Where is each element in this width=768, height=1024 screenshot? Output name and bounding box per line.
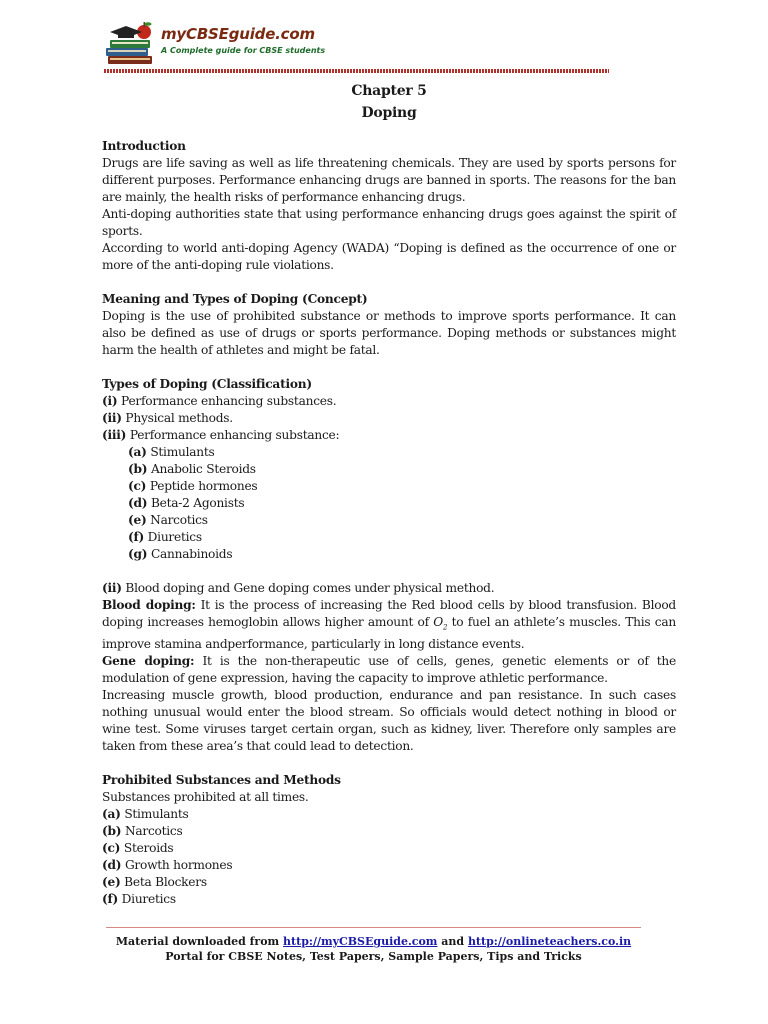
list-item (102, 410, 676, 427)
sub-list-item (102, 529, 676, 546)
list-marker: (d) (128, 496, 148, 510)
mycbseguide-logo[interactable] (104, 18, 404, 68)
blood-doping-label: Blood doping: (102, 598, 196, 612)
list-marker: (a) (102, 807, 121, 822)
list-marker: (b) (102, 824, 122, 839)
introduction-heading: Introduction (102, 139, 186, 153)
list-item (102, 393, 676, 410)
list-text: Cannabinoids (150, 547, 233, 561)
introduction-paragraph: Drugs are life saving as well as life threatening chemicals. They are used by sports persons for different purposes. Performance enhancing drugs are banned in sports. The reasons for the ban are mainly, the health risks of performance enhancing drugs. (102, 156, 676, 204)
list-marker: (f) (128, 530, 145, 544)
footer-prefix: Material downloaded from (115, 935, 284, 948)
list-text: Physical methods. (125, 411, 233, 425)
blood-doping-text-continued: to fuel an athlete’s muscles. This can improve stamina andperformance, particularly in long distance events. (102, 615, 676, 652)
list-marker: (f) (102, 892, 119, 907)
meaning-heading: Meaning and Types of Doping (Concept) (102, 292, 368, 306)
list-text: Performance enhancing substances. (121, 394, 337, 408)
gene-doping-label: Gene doping: (102, 654, 195, 669)
meaning-paragraph: Doping is the use of prohibited substance or methods to improve sports performance. It can also be defined as use of drugs or sports performance. Doping methods or substances might harm the health of athletes and might be fatal. (102, 309, 676, 357)
list-marker: (a) (128, 445, 147, 459)
list-item (102, 823, 676, 840)
list-text: Performance enhancing substance: (129, 428, 340, 442)
physical-intro (102, 580, 676, 597)
list-item (102, 840, 676, 857)
brand-prefix: my (161, 25, 187, 43)
sub-list-item (102, 444, 676, 461)
list-marker: (ii) (102, 411, 122, 425)
list-text: Stimulants (124, 807, 189, 822)
list-item (102, 857, 676, 874)
page-footer (106, 927, 641, 964)
mycbseguide-link[interactable]: http://myCBSEguide.com (283, 935, 438, 948)
list-text: Narcotics (124, 824, 183, 839)
chapter-title: Doping (361, 105, 417, 121)
footer-portal-line: Portal for CBSE Notes, Test Papers, Sample Papers, Tips and Tricks (165, 950, 582, 963)
list-text: Beta Blockers (124, 875, 207, 890)
list-marker: (c) (128, 479, 147, 493)
list-marker: (e) (128, 513, 147, 527)
gene-doping-text: It is the non-therapeutic use of cells, genes, genetic elements or of the modulation of gene expression, having the capacity to improve athletic performance. (102, 654, 676, 686)
list-text: Beta-2 Agonists (150, 496, 245, 510)
list-item (102, 427, 676, 444)
brand-suffix: guide.com (228, 25, 315, 43)
list-marker: (c) (102, 841, 121, 856)
sub-list-item (102, 512, 676, 529)
document-body (102, 80, 676, 908)
list-text: Steroids (123, 841, 174, 856)
list-marker: (ii) (102, 581, 122, 595)
oxygen-subscript: 2 (443, 623, 448, 632)
books-icon (104, 18, 160, 68)
gene-doping-paragraph (102, 653, 676, 687)
list-text: Anabolic Steroids (150, 462, 256, 476)
list-text: Stimulants (150, 445, 215, 459)
list-marker: (i) (102, 394, 118, 408)
list-text: Diuretics (121, 892, 176, 907)
types-heading: Types of Doping (Classification) (102, 377, 312, 391)
list-item (102, 806, 676, 823)
list-marker: (iii) (102, 428, 127, 442)
header-divider (104, 69, 609, 73)
list-item (102, 874, 676, 891)
list-marker: (d) (102, 858, 122, 873)
blood-doping-text: It is the process of increasing the Red blood cells by blood transfusion. Blood doping increases hemoglobin allows higher amount of (102, 598, 676, 629)
sub-list-item (102, 495, 676, 512)
introduction-paragraph: According to world anti-doping Agency (WADA) “Doping is defined as the occurrence of one or more of the anti-doping rule violations. (102, 241, 676, 272)
chapter-number: Chapter 5 (351, 83, 427, 99)
list-text: Growth hormones (124, 858, 233, 873)
prohibited-heading: Prohibited Substances and Methods (102, 773, 341, 788)
footer-source-line (106, 934, 641, 949)
footer-connector: and (437, 935, 468, 948)
blood-doping-paragraph (102, 597, 676, 653)
list-text: Peptide hormones (149, 479, 258, 493)
oxygen-formula (433, 615, 448, 632)
brand-name (161, 25, 315, 43)
sub-list-item (102, 461, 676, 478)
list-item (102, 891, 676, 908)
page-header (104, 14, 609, 74)
list-marker: (e) (102, 875, 121, 890)
introduction-paragraph: Anti-doping authorities state that using performance enhancing drugs goes against the spirit of sports. (102, 207, 676, 238)
onlineteachers-link[interactable]: http://onlineteachers.co.in (467, 935, 632, 948)
detection-paragraph: Increasing muscle growth, blood production, endurance and pan resistance. In such cases nothing unusual would enter the blood stream. So officials would detect nothing in blood or wine test. Some viruses target certain organ, such as kidney, liver. Therefore only samples are taken from these area’s that could lead to detection. (102, 688, 676, 754)
list-marker: (b) (128, 462, 148, 476)
list-marker: (g) (128, 547, 148, 561)
list-text: Diuretics (147, 530, 202, 544)
footer-divider (106, 927, 641, 928)
brand-tagline: A Complete guide for CBSE students (161, 46, 326, 55)
oxygen-symbol: O (433, 615, 444, 629)
sub-list-item (102, 478, 676, 495)
brand-main: CBSE (186, 25, 229, 43)
sub-list-item (102, 546, 676, 563)
prohibited-subheading: Substances prohibited at all times. (102, 790, 309, 805)
physical-intro-text: Blood doping and Gene doping comes under physical method. (125, 581, 495, 595)
list-text: Narcotics (150, 513, 208, 527)
